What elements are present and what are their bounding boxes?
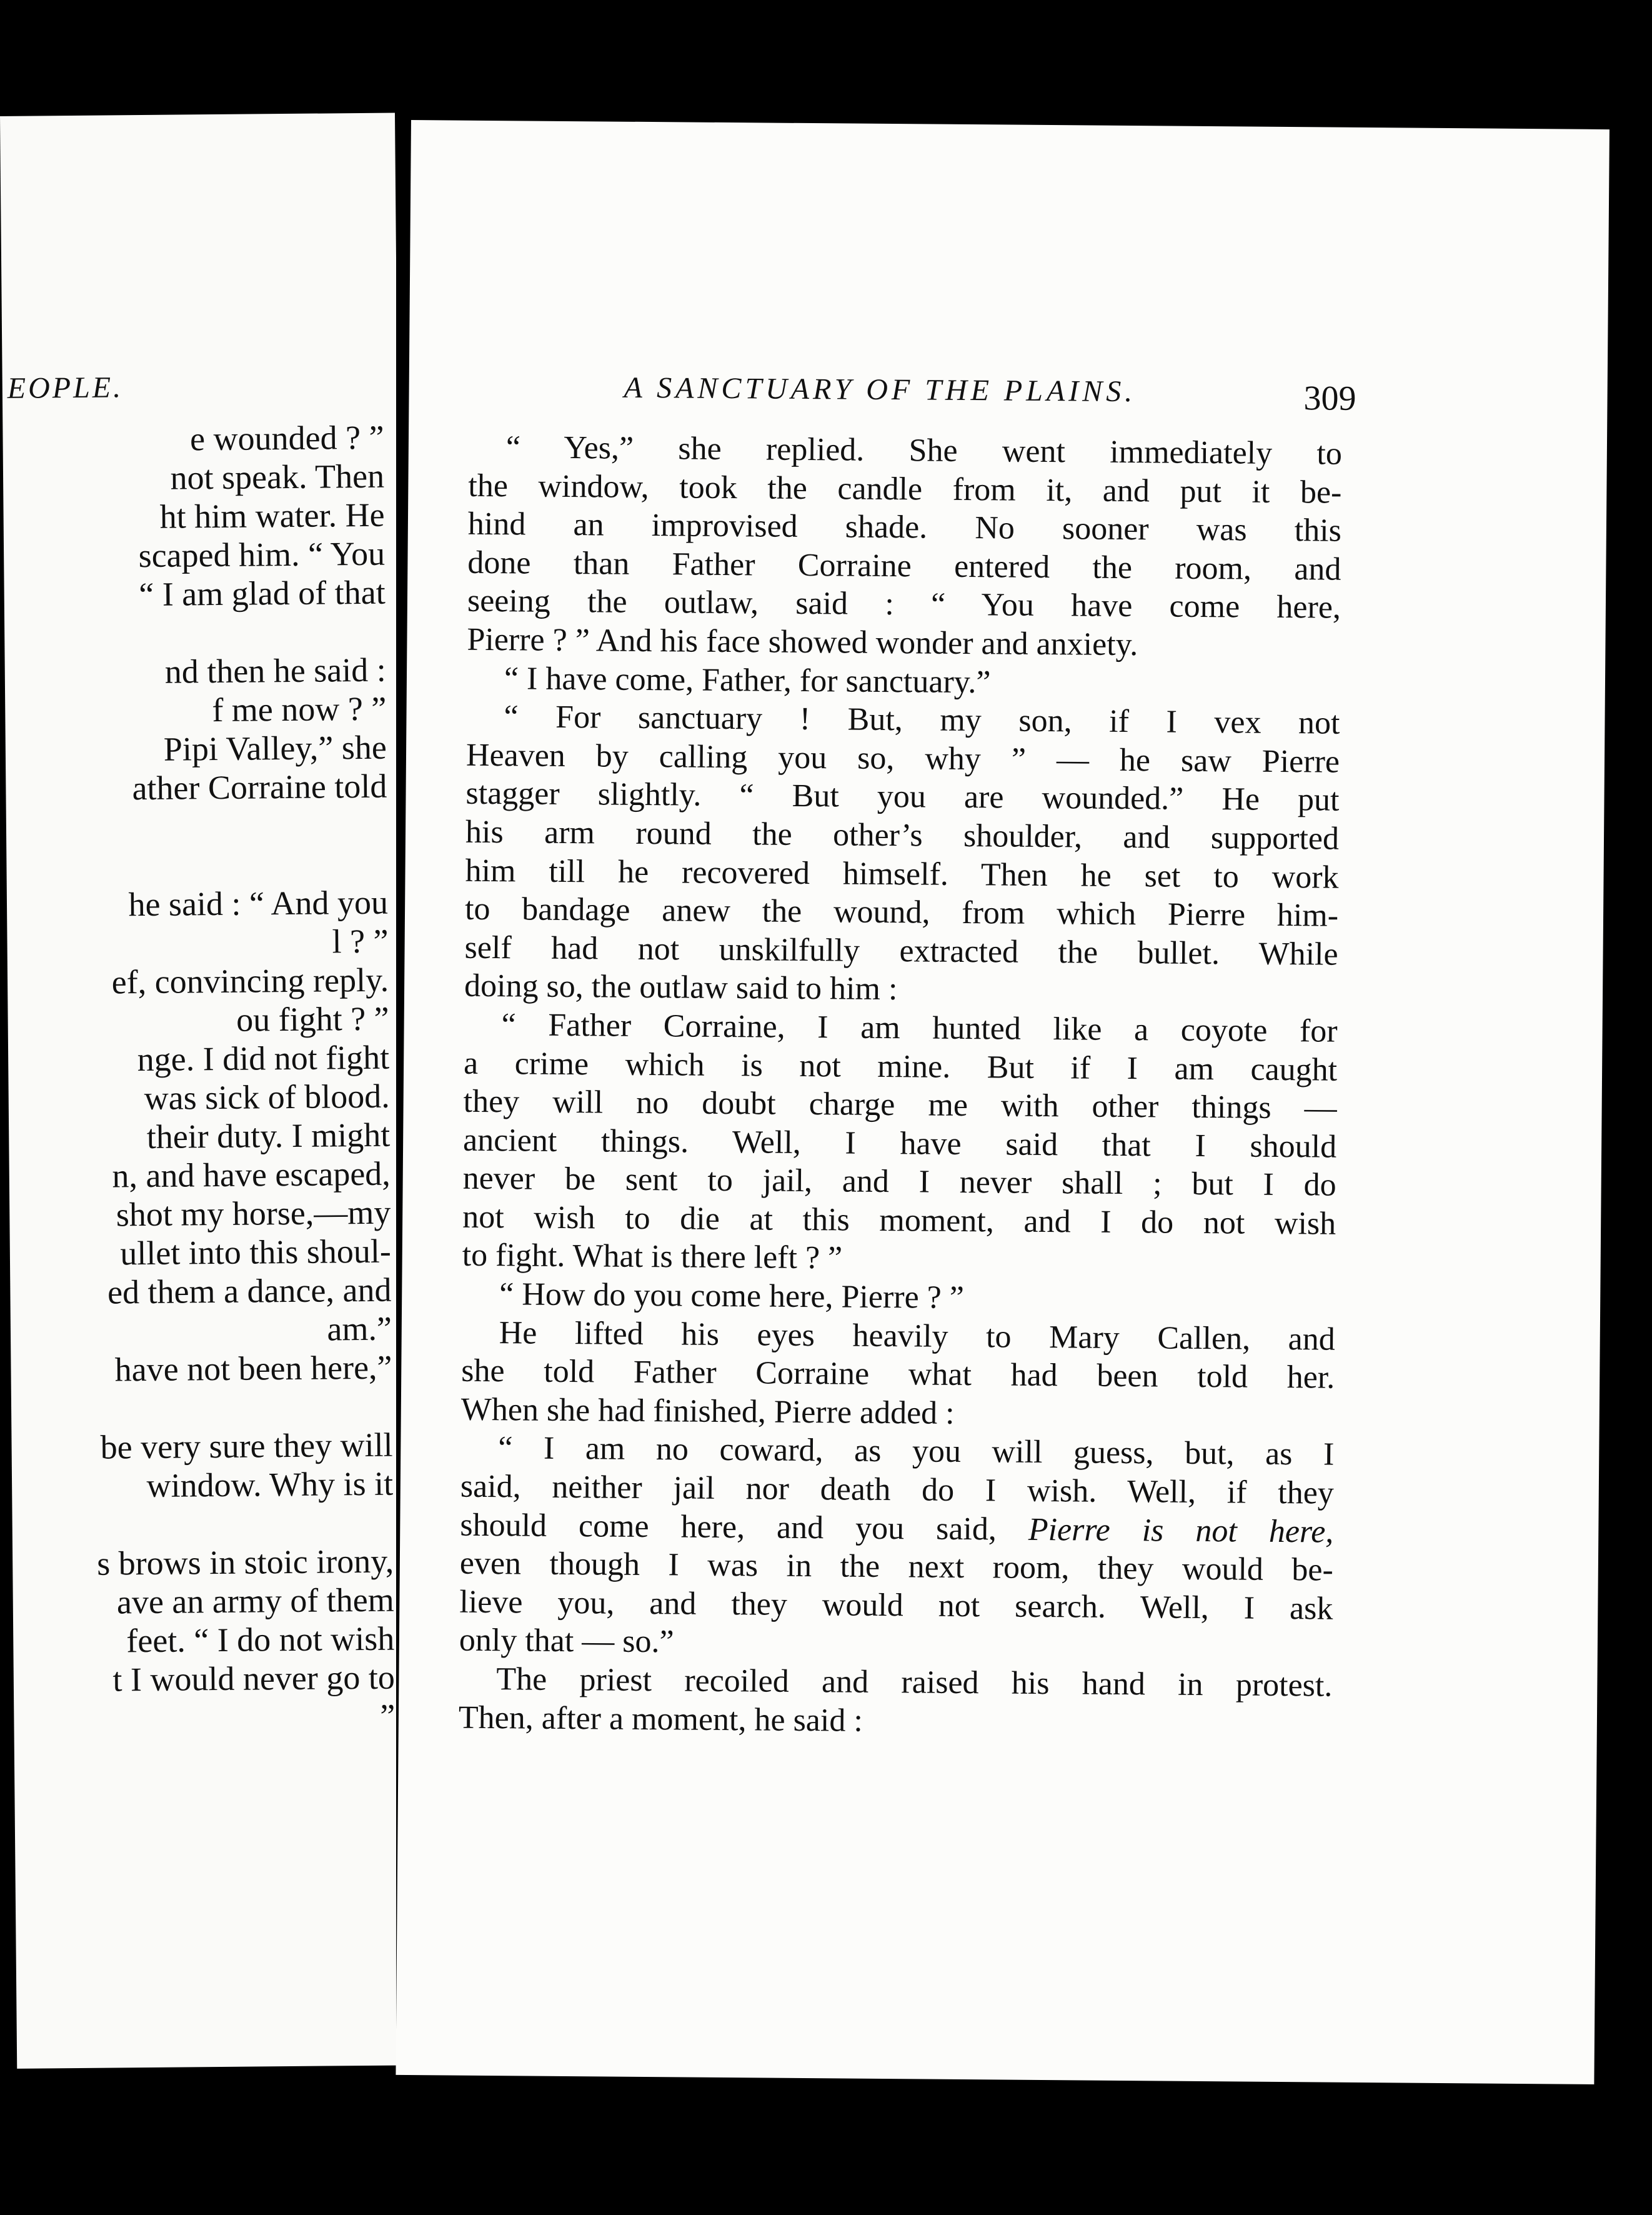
text-line: Then, after a moment, he said :	[458, 1699, 863, 1739]
left-running-head: EOPLE.	[7, 371, 124, 405]
text-line: to bandage anew the wound, from which Pierre him-	[464, 891, 1339, 934]
text-line	[91, 844, 388, 886]
text-line: ancient things. Well, I have said that I should	[462, 1122, 1337, 1165]
text-line: Pierre ? ” And his face showed wonder and anxiety.	[467, 621, 1138, 663]
text-line: ou fight ? ”	[236, 999, 389, 1039]
text-line: lieve you, and they would not search. Well, I ask	[459, 1584, 1333, 1627]
text-line: “ I have come, Father, for sanctuary.”	[504, 660, 991, 700]
text-line: “ Yes,” she replied. She went immediately to	[505, 429, 1343, 472]
text-line: l ? ”	[332, 922, 389, 961]
text-line: window. Why is it	[146, 1464, 394, 1505]
text-line: stagger slightly. “ But you are wounded.” He put	[465, 776, 1340, 819]
text-line: him till he recovered himself. Then he set to work	[465, 852, 1339, 896]
text-line	[96, 1503, 394, 1544]
text-line: their duty. I might	[146, 1116, 391, 1156]
text-line: seeing the outlaw, said : “ You have come here,	[467, 583, 1341, 626]
text-line: “ For sanctuary ! But, my son, if I vex not	[504, 699, 1340, 741]
right-page	[396, 120, 1610, 2084]
text-line: t I would never go to	[112, 1658, 396, 1699]
text-line: He lifted his eyes heavily to Mary Callen, and	[499, 1314, 1335, 1358]
text-line: never be sent to jail, and I never shall ; but I do	[462, 1160, 1336, 1203]
left-page	[0, 112, 412, 2068]
text-line: am.”	[327, 1309, 392, 1348]
text-line: his arm round the other’s shoulder, and supported	[465, 814, 1340, 857]
text-line	[460, 1506, 1333, 1551]
text-line	[96, 1387, 393, 1428]
text-line: not wish to die at this moment, and I do not wish	[462, 1199, 1336, 1242]
text-line: to fight. What is there left ? ”	[462, 1238, 843, 1276]
right-page-text	[459, 428, 1342, 1744]
page-number: 309	[1303, 379, 1356, 418]
text-line: s brows in stoic irony,	[96, 1542, 394, 1582]
text-line: only that — so.”	[459, 1622, 674, 1660]
text-line: e wounded ? ”	[189, 418, 384, 458]
text-line: even though I was in the next room, they would be-	[459, 1545, 1334, 1588]
text-line: feet. “ I do not wish	[126, 1619, 395, 1660]
text-line: ed them a dance, and	[107, 1271, 392, 1311]
text-line: scaped him. “ You	[138, 534, 386, 575]
text-line: Pipi Valley,” she	[163, 728, 387, 768]
text-line: ht him water. He	[159, 496, 385, 536]
text-line: ather Corraine told	[132, 767, 387, 808]
text-line	[89, 612, 386, 653]
text-line: nd then he said :	[164, 651, 387, 691]
text-line: be very sure they will	[100, 1426, 393, 1466]
text-line: “ Father Corraine, I am hunted like a coyote for	[501, 1007, 1338, 1049]
text-line: was sick of blood.	[144, 1077, 390, 1118]
text-line: ave an army of them	[116, 1581, 394, 1621]
text-line: not speak. Then	[170, 457, 385, 497]
text-line: “ I am no coward, as you will guess, but, as I	[498, 1430, 1335, 1473]
text-line	[91, 806, 388, 847]
text-line: have not been here,”	[114, 1348, 392, 1389]
text-line: hind an improvised shade. No sooner was this	[467, 506, 1342, 549]
text-line: When she had finished, Pierre added :	[460, 1391, 955, 1431]
text-line: f me now ? ”	[212, 689, 387, 729]
left-page-text	[87, 418, 395, 1738]
text-line: ullet into this shoul-	[120, 1232, 392, 1272]
text-line: self had not unskilfully extracted the bullet. While	[464, 929, 1338, 972]
text-line: said, neither jail nor death do I wish. Well, if they	[460, 1468, 1335, 1511]
text-line: the window, took the candle from it, and put it be-	[468, 468, 1342, 511]
text-line: ef, convincing reply.	[111, 961, 389, 1001]
right-running-head: A SANCTUARY OF THE PLAINS.	[624, 371, 1137, 409]
text-line: The priest recoiled and raised his hand in protest.	[496, 1661, 1333, 1704]
text-line: Heaven by calling you so, why ” — he saw Pierre	[465, 737, 1340, 780]
text-line: ”	[380, 1697, 396, 1735]
text-line: doing so, the outlaw said to him :	[464, 968, 898, 1008]
text-line: a crime which is not mine. But if I am caught	[463, 1045, 1338, 1088]
text-line: shot my horse,—my	[116, 1193, 391, 1234]
text-line: nge. I did not fight	[137, 1038, 390, 1079]
text-line: “ I am glad of that	[139, 573, 386, 614]
text-line: he said : “ And you	[128, 883, 389, 924]
text-line: they will no doubt charge me with other things —	[463, 1083, 1337, 1126]
text-line: done than Father Corraine entered the room, and	[467, 544, 1341, 588]
text-line: “ How do you come here, Pierre ? ”	[499, 1276, 965, 1316]
italic-phrase: Pierre is not here,	[996, 1511, 1334, 1550]
text-line: n, and have escaped,	[112, 1154, 391, 1195]
text-segment: should come here, and you said,	[460, 1507, 997, 1548]
text-line: she told Father Corraine what had been told her.	[461, 1352, 1335, 1396]
